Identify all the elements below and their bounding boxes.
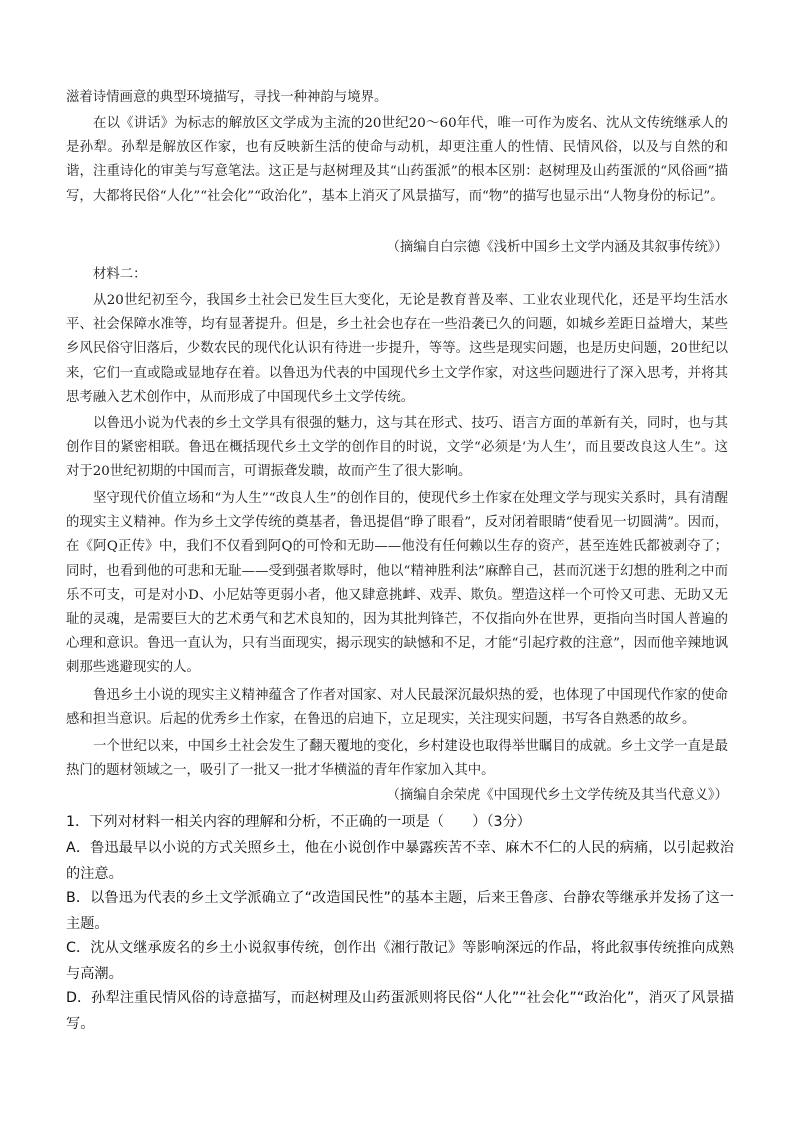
material-two-paragraph-5: 一个世纪以来，中国乡土社会发生了翻天覆地的变化，乡村建设也取得举世瞩目的成就。乡土文学一直是最热门的题材领域之一，吸引了一批又一批才华横溢的青年作家加入其中。 <box>66 739 728 779</box>
material-two-paragraph-3: 坚守现代价值立场和“为人生”“改良人生”的创作目的，使现代乡土作家在处理文学与现实关系时，具有清醒的现实主义精神。作为乡土文学传统的奠基者，鲁迅提倡“睁了眼看”，反对闭着眼睛“使看见一切圆满”。因而，在《阿Q正传》中，我们不仅看到阿Q的可怜和无助——他没有任何赖以生存的资产，甚至连姓氏都被剥夺了；同时，也看到他的可悲和无耻——受到强者欺辱时，他以“精神胜利法”麻醉自己，甚而沉迷于幻想的胜利之中而乐不可支，可是对小D、小尼姑等更弱小者，他又肆意挑衅、戏弄、欺负。塑造这样一个可怜又可悲、无助又无耻的灵魂，是需要巨大的艺术勇气和艺术良知的，因为其批判锋芒，不仅指向外在世界，更指向当时国人普遍的心理和意识。鲁迅一直认为，只有当面现实，揭示现实的缺憾和不足，才能“引起疗救的注意”，因而他辛辣地讽刺那些逃避现实的人。 <box>66 491 728 676</box>
material-two-paragraph-4: 鲁迅乡土小说的现实主义精神蕴含了作者对国家、对人民最深沉最炽热的爱，也体现了中国现代作家的使命感和担当意识。后起的优秀乡土作家，在鲁迅的启迪下，立足现实，关注现实问题，书写各自熟悉的故乡。 <box>66 688 728 728</box>
question-1-stem: 1．下列对材料一相关内容的理解和分析，不正确的一项是（ ）（3分） <box>66 814 531 830</box>
material-two-heading: 材料二： <box>93 267 147 282</box>
question-1-option-b: B．以鲁迅为代表的乡土文学派确立了“改造国民性”的基本主题，后来王鲁彦、台静农等继承并发扬了这一主题。 <box>66 890 734 932</box>
material-one-tail-paragraph-2: 在以《讲话》为标志的解放区文学成为主流的20世纪20～60年代，唯一可作为废名、沈从文传统继承人的是孙犁。孙犁是解放区作家，也有反映新生活的使命与动机，却更注重人的性情、民情风俗，以及与自然的和谐，注重诗化的审美与写意笔法。这正是与赵树理及其“山药蛋派”的根本区别：赵树理及山药蛋派的“风俗画”描写，大都将民俗“人化”“社会化”“政治化”，基本上消灭了风景描写，而“物”的描写也显示出“人物身份的标记”。 <box>66 116 728 204</box>
question-1-option-a: A．鲁迅最早以小说的方式关照乡土，他在小说创作中暴露疾苦不幸、麻木不仁的人民的病痛，以引起救治的注意。 <box>66 840 734 882</box>
material-one-source: （摘编自白宗德《浅析中国乡土文学内涵及其叙事传统》） <box>386 240 728 255</box>
question-1-option-c: C．沈从文继承废名的乡土小说叙事传统，创作出《湘行散记》等影响深远的作品，将此叙事传统推向成熟与高潮。 <box>66 940 734 982</box>
material-two-paragraph-1: 从20世纪初至今，我国乡土社会已发生巨大变化，无论是教育普及率、工业农业现代化，还是平均生活水平、社会保障水准等，均有显著提升。但是，乡土社会也存在一些沿袭已久的问题，如城乡差距日益增大，某些乡风民俗守旧落后，少数农民的现代化认识有待进一步提升，等等。这些是现实问题，也是历史问题，20世纪以来，它们一直或隐或显地存在着。以鲁迅为代表的中国现代乡土文学作家，对这些问题进行了深入思考，并将其思考融入艺术创作中，从而形成了中国现代乡土文学传统。 <box>66 293 728 405</box>
material-one-tail-paragraph-1: 滋着诗情画意的典型环境描写，寻找一种神韵与境界。 <box>66 90 388 105</box>
question-1-option-d: D．孙犁注重民情风俗的诗意描写，而赵树理及山药蛋派则将民俗“人化”“社会化”“政治化”，消灭了风景描写。 <box>66 990 734 1032</box>
material-two-source: （摘编自余荣虎《中国现代乡土文学传统及其当代意义》） <box>386 788 728 803</box>
material-two-paragraph-2: 以鲁迅小说为代表的乡土文学具有很强的魅力，这与其在形式、技巧、语言方面的革新有关，同时，也与其创作目的紧密相联。鲁迅在概括现代乡土文学的创作目的时说，文学“必须是‘为人生’，而且要改良这人生”。这对于20世纪初期的中国而言，可谓振聋发聩，故而产生了很大影响。 <box>66 416 728 480</box>
